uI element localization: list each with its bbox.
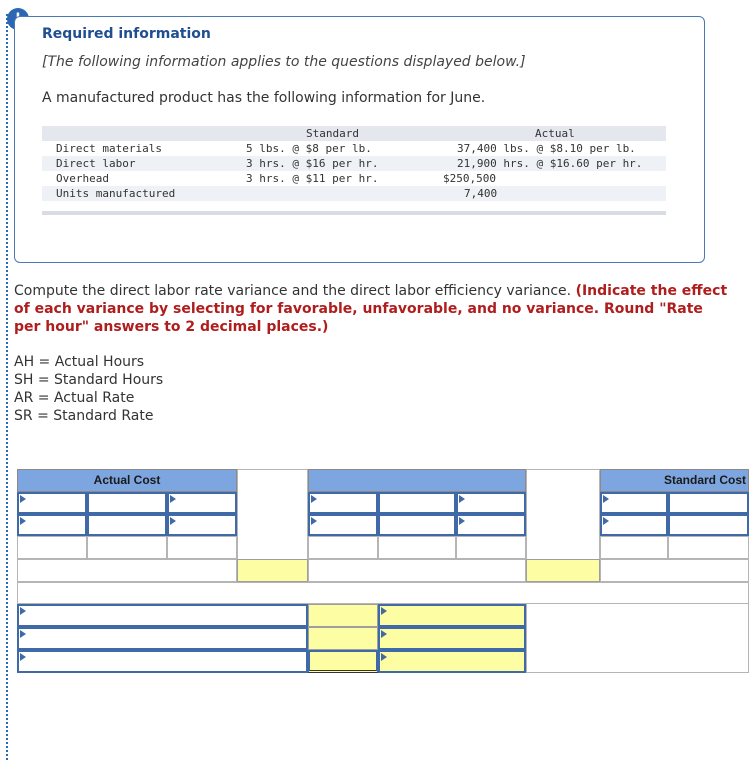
standard-hours-dropdown[interactable] [600, 492, 668, 514]
table-bottom-divider [42, 211, 666, 215]
row-label: Overhead [56, 172, 109, 185]
left-dotted-rule [6, 14, 8, 760]
row-actual: 21,900 hrs. @ $16.60 per hr. [457, 157, 643, 170]
abbreviation-sh: SH = Standard Hours [14, 372, 164, 388]
abbreviation-sr: SR = Standard Rate [14, 408, 154, 424]
row-label: Direct materials [56, 142, 162, 155]
actual-cost-dropdown-3[interactable] [167, 514, 237, 536]
column-header-actual: Actual [535, 127, 575, 140]
row-standard: 3 hrs. @ $11 per hr. [246, 172, 379, 185]
variance-label-dropdown-2[interactable] [17, 627, 308, 650]
table-header-row [42, 126, 666, 141]
actual-cost-dropdown-2[interactable] [17, 514, 87, 536]
required-info-intro: A manufactured product has the following information for June. [42, 90, 486, 106]
total-cell [456, 536, 526, 559]
variance-row-spacer [17, 559, 237, 582]
required-info-title: Required information [42, 26, 211, 42]
variance-effect-dropdown-3[interactable] [378, 650, 526, 673]
row-standard: 5 lbs. @ $8 per lb. [246, 142, 372, 155]
variance-row-spacer [600, 559, 749, 582]
total-cell [600, 536, 668, 559]
standard-rate-input[interactable] [668, 514, 749, 536]
row-actual: 7,400 [464, 187, 498, 200]
row-label: Units manufactured [56, 187, 176, 200]
table-row [42, 186, 666, 201]
standard-hours-input[interactable] [668, 492, 749, 514]
total-cell [87, 536, 167, 559]
total-cell [378, 536, 456, 559]
abbreviation-ah: AH = Actual Hours [14, 354, 145, 370]
table-row [42, 156, 666, 171]
efficiency-variance-cell[interactable] [526, 559, 600, 582]
total-cell [308, 536, 378, 559]
variance-amount-2[interactable] [308, 627, 378, 650]
instructions-text [14, 282, 730, 336]
section-spacer-row [17, 582, 749, 604]
rate-variance-cell[interactable] [237, 559, 308, 582]
row-actual: 37,400 lbs. @ $8.10 per lb. [457, 142, 636, 155]
flex-rate-dropdown[interactable] [456, 492, 526, 514]
flex-dropdown-2[interactable] [308, 514, 378, 536]
total-cell [17, 536, 87, 559]
table-row [42, 171, 666, 186]
variance-label-dropdown-1[interactable] [17, 604, 308, 627]
header-flexible-budget [308, 469, 526, 492]
variance-row-spacer [308, 559, 526, 582]
flex-hours-input[interactable] [378, 492, 456, 514]
standard-rate-dropdown[interactable] [600, 514, 668, 536]
table-row [42, 141, 666, 156]
summary-right-area [526, 604, 749, 673]
actual-cost-input-2[interactable] [87, 514, 167, 536]
row-standard: 3 hrs. @ $16 per hr. [246, 157, 379, 170]
variance-effect-dropdown-2[interactable] [378, 627, 526, 650]
flex-input-2[interactable] [378, 514, 456, 536]
variance-effect-dropdown-1[interactable] [378, 604, 526, 627]
total-cell [167, 536, 237, 559]
actual-rate-dropdown[interactable] [167, 492, 237, 514]
total-cell [668, 536, 749, 559]
instructions-emphasis: (Indicate the effect of each variance by selecting for favorable, unfavorable, and no variance. Round "Rate per hour" answers to 2 decimal places.) [14, 283, 728, 335]
row-label: Direct labor [56, 157, 136, 170]
actual-hours-input[interactable] [87, 492, 167, 514]
header-standard-cost: Standard Cost [600, 469, 749, 492]
abbreviation-ar: AR = Actual Rate [14, 390, 135, 406]
variance-amount-1[interactable] [308, 604, 378, 627]
column-header-standard: Standard [306, 127, 359, 140]
flex-dropdown-3[interactable] [456, 514, 526, 536]
variance-amount-total[interactable] [308, 650, 378, 673]
actual-hours-dropdown[interactable] [17, 492, 87, 514]
flex-hours-dropdown[interactable] [308, 492, 378, 514]
variance-label-dropdown-3[interactable] [17, 650, 308, 673]
instructions-plain: Compute the direct labor rate variance and the direct labor efficiency variance. [14, 283, 576, 299]
required-info-note: [The following information applies to the questions displayed below.] [42, 54, 526, 70]
row-actual: $250,500 [443, 172, 496, 185]
header-actual-cost: Actual Cost [17, 469, 237, 492]
